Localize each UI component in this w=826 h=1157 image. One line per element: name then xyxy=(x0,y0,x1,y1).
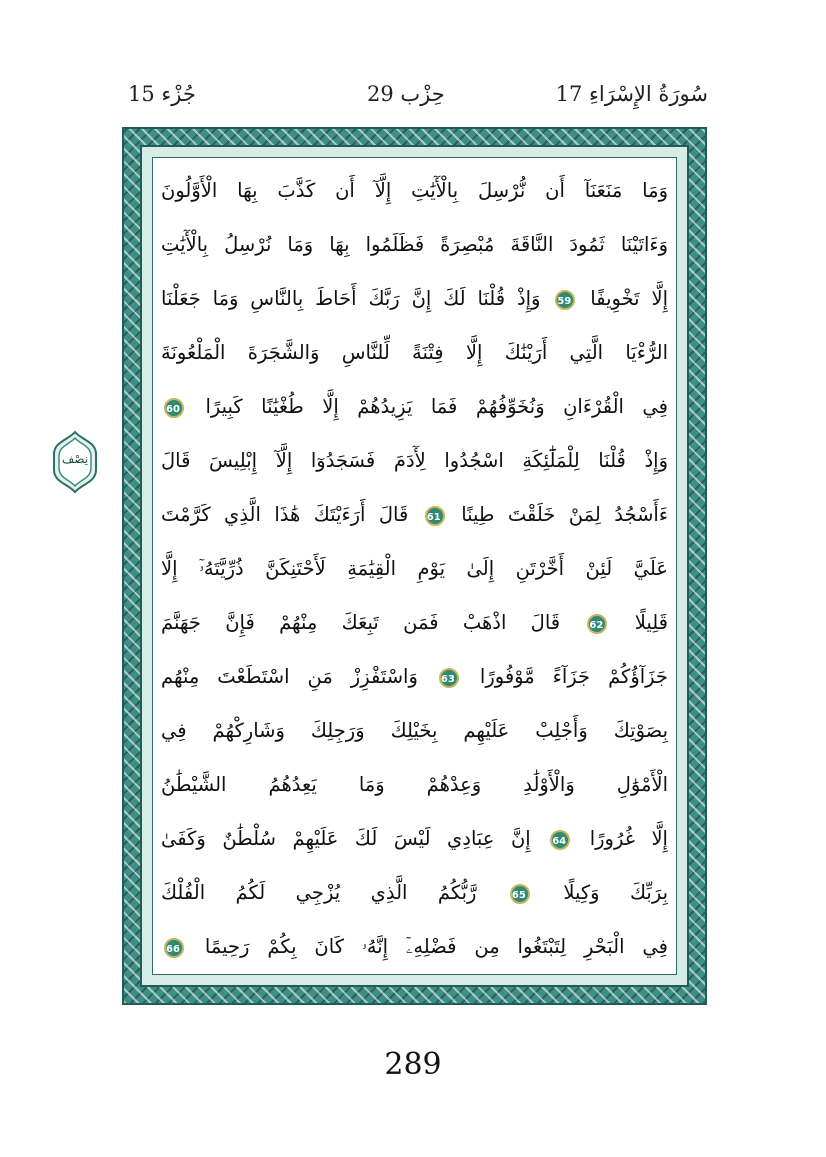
text-line xyxy=(161,919,668,975)
verse-text: عَلَيَّ لَئِنْ أَخَّرْتَنِ إِلَىٰ يَوْمِ الْقِيَٰمَةِ لَأَحْتَنِكَنَّ ذُرِّيَّتَهُۥٓ إِلَّا xyxy=(161,557,668,580)
text-line xyxy=(161,595,668,651)
text-line xyxy=(161,325,668,381)
ayah-number-marker: 64 xyxy=(550,830,570,850)
text-line xyxy=(161,271,668,327)
ayah-number-marker: 63 xyxy=(439,668,459,688)
verse-text: قَلِيلًا xyxy=(634,611,668,634)
text-line xyxy=(161,541,668,597)
hizb-quarter-marker-icon xyxy=(48,430,102,494)
verse-text: بِرَبِّكَ وَكِيلًا xyxy=(563,881,668,904)
verse-text: وَاسْتَفْزِزْ مَنِ اسْتَطَعْتَ مِنْهُم xyxy=(161,665,418,688)
surah-title: 17 سُورَةُ الإِسْرَاءِ xyxy=(555,82,708,106)
ayah-number-marker: 59 xyxy=(555,290,575,310)
quran-text-panel xyxy=(152,157,677,975)
text-line xyxy=(161,487,668,543)
verse-text: الْأَمْوَٰلِ وَالْأَوْلَٰدِ وَعِدْهُمْ وَمَا يَعِدُهُمُ الشَّيْطَٰنُ xyxy=(161,773,668,796)
verse-text: ءَأَسْجُدُ لِمَنْ خَلَقْتَ طِينًا xyxy=(461,503,668,526)
verse-text: إِلَّا تَخْوِيفًا xyxy=(590,287,668,310)
hizb-label: حِزْب 29 xyxy=(367,82,445,106)
verse-text: إِنَّ عِبَادِي لَيْسَ لَكَ عَلَيْهِمْ سُلْطَٰنٌ وَكَفَىٰ xyxy=(161,827,531,850)
juz-label: جُزْء 15 xyxy=(128,82,196,106)
verse-text: وَمَا مَنَعَنَآ أَن نُّرْسِلَ بِالْأٓيَٰتِ إِلَّآ أَن كَذَّبَ بِهَا الْأَوَّلُونَ xyxy=(161,179,668,202)
verse-text: الرُّءْيَا الَّتِي أَرَيْنَٰكَ إِلَّا فِتْنَةً لِّلنَّاسِ وَالشَّجَرَةَ الْمَلْعُونَةَ xyxy=(161,341,668,364)
verse-text: جَزَآؤُكُمْ جَزَآءً مَّوْفُورًا xyxy=(479,665,668,688)
page-number: 289 xyxy=(384,1047,442,1082)
verse-text: وَءَاتَيْنَا ثَمُودَ النَّاقَةَ مُبْصِرَةً فَظَلَمُوا بِهَا وَمَا نُرْسِلُ بِالْأٓيَٰتِ xyxy=(161,233,668,256)
text-line xyxy=(161,649,668,705)
ayah-number-marker: 65 xyxy=(510,884,530,904)
ayah-number-marker: 60 xyxy=(164,398,184,418)
text-line xyxy=(161,865,668,921)
ayah-number-marker: 62 xyxy=(587,614,607,634)
nisf-label: نِصْف xyxy=(61,452,89,466)
ayah-number-marker: 61 xyxy=(425,506,445,526)
verse-text: وَإِذْ قُلْنَا لِلْمَلَٰٓئِكَةِ اسْجُدُوا لِأٓدَمَ فَسَجَدُوٓا إِلَّآ إِبْلِيسَ قَالَ xyxy=(161,449,668,472)
verse-text: قَالَ اذْهَبْ فَمَن تَبِعَكَ مِنْهُمْ فَإِنَّ جَهَنَّمَ xyxy=(161,611,561,634)
text-line xyxy=(161,379,668,435)
verse-text: فِي الْقُرْءَانِ وَنُخَوِّفُهُمْ فَمَا يَزِيدُهُمْ إِلَّا طُغْيَٰنًا كَبِيرًا xyxy=(205,395,668,418)
page-header xyxy=(0,82,826,118)
text-line xyxy=(161,163,668,219)
text-line xyxy=(161,757,668,813)
text-line xyxy=(161,703,668,759)
verse-text: بِصَوْتِكَ وَأَجْلِبْ عَلَيْهِم بِخَيْلِكَ وَرَجِلِكَ وَشَارِكْهُمْ فِي xyxy=(161,719,668,742)
verse-text: وَإِذْ قُلْنَا لَكَ إِنَّ رَبَّكَ أَحَاطَ بِالنَّاسِ وَمَا جَعَلْنَا xyxy=(161,287,541,310)
text-line xyxy=(161,217,668,273)
verse-text: قَالَ أَرَءَيْتَكَ هَٰذَا الَّذِي كَرَّمْتَ xyxy=(161,503,409,526)
verse-text: رَّبُّكُمُ الَّذِي يُزْجِي لَكُمُ الْفُلْكَ xyxy=(161,881,477,904)
text-line xyxy=(161,433,668,489)
ayah-number-marker: 66 xyxy=(164,938,184,958)
verse-text: فِي الْبَحْرِ لِتَبْتَغُوا مِن فَضْلِهِۦٓ إِنَّهُۥ كَانَ بِكُمْ رَحِيمًا xyxy=(204,935,668,958)
text-line xyxy=(161,811,668,867)
verse-text: إِلَّا غُرُورًا xyxy=(589,827,668,850)
